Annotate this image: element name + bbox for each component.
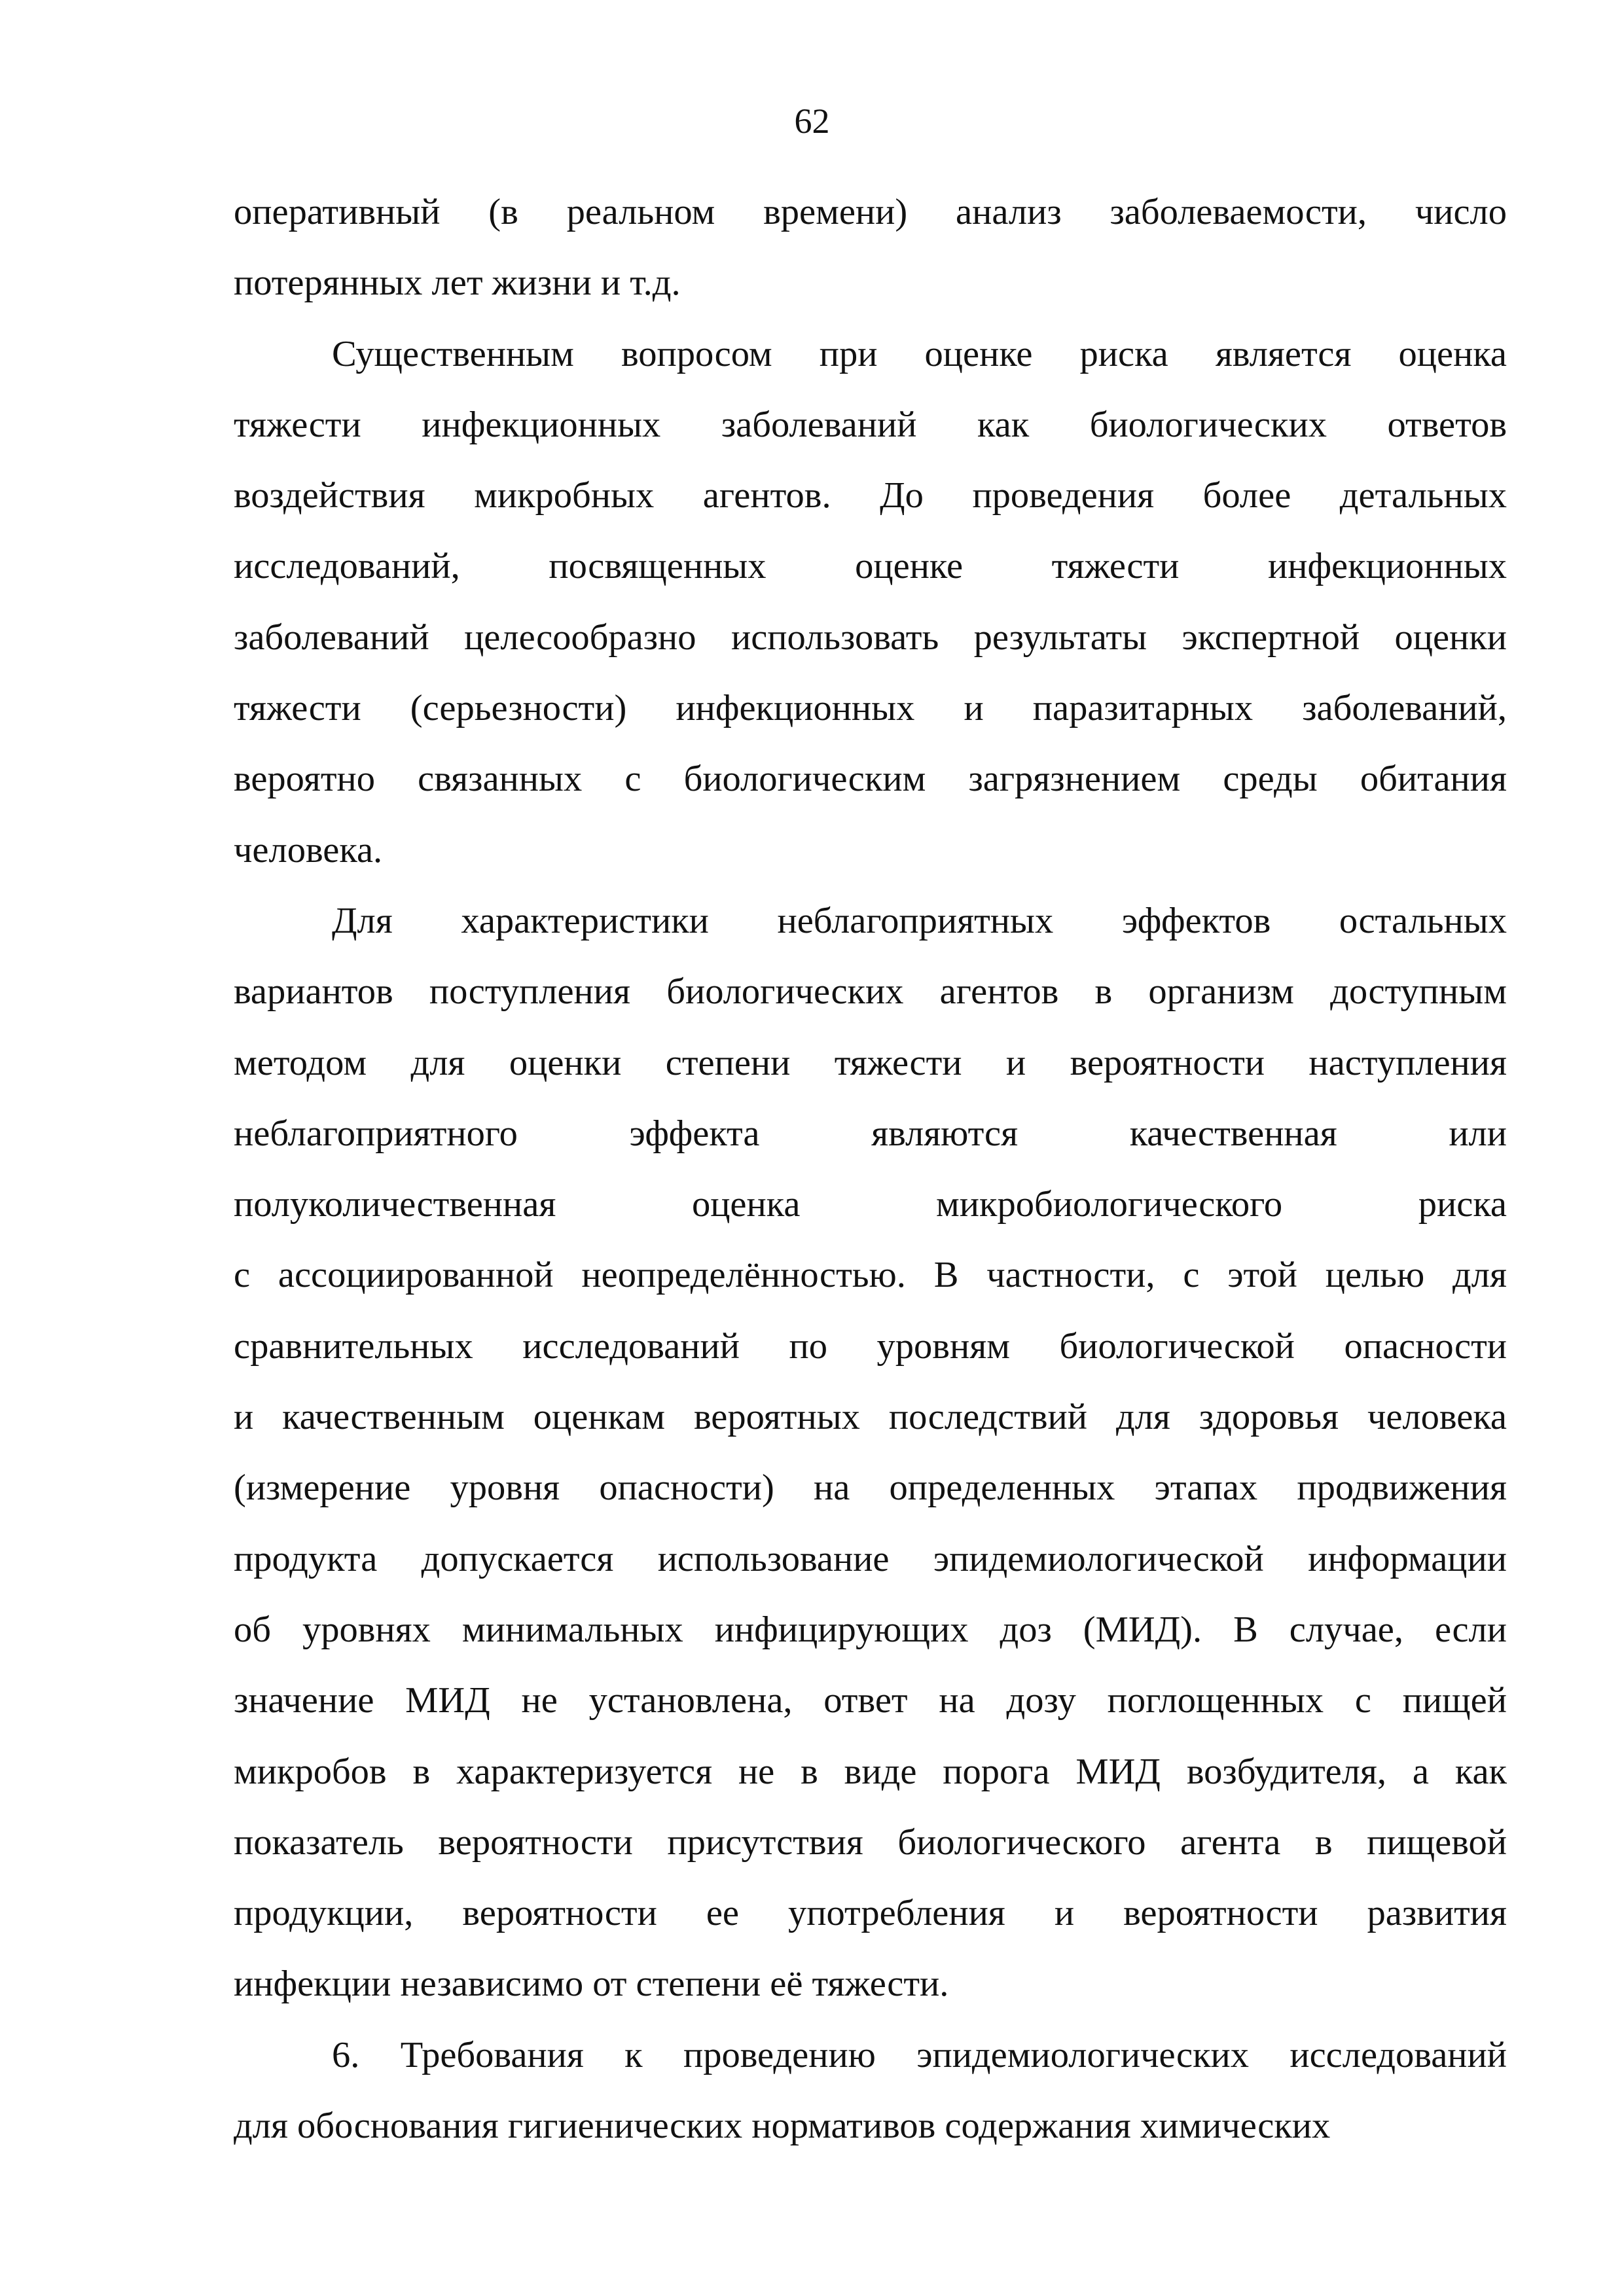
paragraph (234, 177, 1507, 319)
page-number: 62 (794, 101, 830, 141)
text-line: Для характеристики неблагоприятных эффектов остальных (332, 900, 1507, 941)
text-line: тяжести инфекционных заболеваний как биологических ответов (234, 404, 1507, 445)
text-line: потерянных лет жизни и т.д. (234, 262, 681, 304)
text-line: (измерение уровня опасности) на определенных этапах продвижения (234, 1467, 1507, 1509)
text-line: 6. Требования к проведению эпидемиологических исследований (332, 2034, 1507, 2075)
body-text (234, 177, 1507, 2161)
text-line: заболеваний целесообразно использовать результаты экспертной оценки (234, 617, 1507, 658)
text-line: полуколичественная оценка микробиологического риска (234, 1184, 1507, 1225)
text-line: исследований, посвященных оценке тяжести инфекционных (234, 546, 1507, 587)
text-line: об уровнях минимальных инфицирующих доз (МИД). В случае, если (234, 1609, 1507, 1650)
text-line: вероятно связанных с биологическим загрязнением среды обитания (234, 759, 1507, 800)
text-line: значение МИД не установлена, ответ на дозу поглощенных с пищей (234, 1680, 1507, 1721)
text-line: продукта допускается использование эпидемиологической информации (234, 1538, 1507, 1579)
text-line: неблагоприятного эффекта являются качественная или (234, 1113, 1507, 1154)
text-line: микробов в характеризуется не в виде порога МИД возбудителя, а как (234, 1751, 1507, 1792)
text-line: воздействия микробных агентов. До проведения более детальных (234, 475, 1507, 516)
text-line: продукции, вероятности ее употребления и вероятности развития (234, 1893, 1507, 1934)
text-line: показатель вероятности присутствия биологического агента в пищевой (234, 1821, 1507, 1863)
text-line: с ассоциированной неопределённостью. В частности, с этой целью для (234, 1255, 1507, 1296)
text-line: и качественным оценкам вероятных последствий для здоровья человека (234, 1397, 1507, 1438)
text-line: Существенным вопросом при оценке риска является оценка (332, 333, 1507, 374)
text-line: для обоснования гигиенических нормативов содержания химических (234, 2106, 1331, 2147)
text-line: тяжести (серьезности) инфекционных и паразитарных заболеваний, (234, 688, 1507, 729)
text-line: методом для оценки степени тяжести и вероятности наступления (234, 1042, 1507, 1083)
text-line: человека. (234, 829, 383, 870)
paragraph (234, 2020, 1507, 2162)
text-line: вариантов поступления биологических агентов в организм доступным (234, 971, 1507, 1013)
text-line: оперативный (в реальном времени) анализ заболеваемости, число (234, 192, 1507, 232)
paragraph (234, 886, 1507, 2020)
paragraph (234, 319, 1507, 886)
text-line: инфекции независимо от степени её тяжести. (234, 1964, 949, 2005)
text-line: сравнительных исследований по уровням биологической опасности (234, 1325, 1507, 1367)
